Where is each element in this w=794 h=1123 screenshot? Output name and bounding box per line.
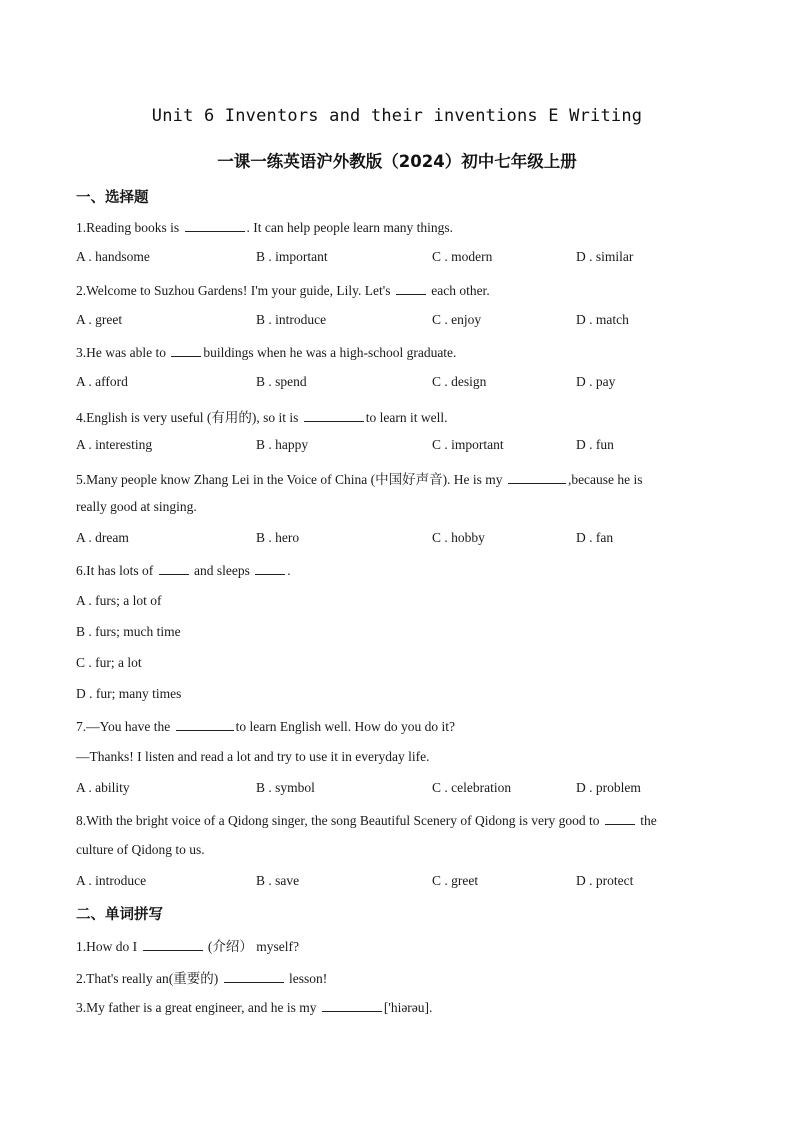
section-heading-spelling: 二、单词拼写	[76, 907, 163, 923]
option-d[interactable]: D . match	[576, 312, 629, 327]
option-d[interactable]: D . fun	[576, 437, 614, 452]
spelling-1	[76, 935, 299, 955]
option-a[interactable]: A . dream	[76, 530, 129, 545]
question-3-options	[76, 374, 716, 392]
option-d[interactable]: D . pay	[576, 374, 616, 389]
option-c[interactable]: C . celebration	[432, 780, 512, 795]
option-b[interactable]: B . furs; much time	[76, 624, 181, 639]
question-8-stem	[76, 811, 657, 829]
question-6-stem	[76, 561, 291, 579]
question-6-text-c: .	[287, 563, 291, 578]
question-5-options	[76, 530, 716, 548]
option-b[interactable]: B . happy	[256, 437, 309, 452]
option-c[interactable]: C . design	[432, 374, 487, 389]
question-3-text-b: buildings when he was a high-school graduate.	[203, 345, 457, 360]
option-b[interactable]: B . important	[256, 249, 328, 264]
question-2-options	[76, 312, 716, 330]
question-8-stem-continued: culture of Qidong to us.	[76, 842, 205, 857]
question-7-options	[76, 780, 716, 798]
question-1-stem	[76, 218, 453, 236]
answer-blank	[176, 717, 234, 731]
question-3-text-a: 3.He was able to	[76, 345, 170, 360]
option-a[interactable]: A . interesting	[76, 437, 153, 452]
answer-blank	[171, 343, 201, 357]
answer-blank	[185, 218, 245, 232]
spelling-2-text-a: 2.That's really an(重要的)	[76, 971, 222, 986]
question-8-text-a: 8.With the bright voice of a Qidong singer, the song Beautiful Scenery of Qidong is very good to	[76, 813, 603, 828]
spelling-1-text-b: (介绍） myself?	[204, 939, 299, 954]
question-4-text-b: to learn it well.	[365, 410, 448, 425]
answer-blank	[159, 561, 189, 575]
answer-blank[interactable]	[143, 937, 203, 951]
option-a[interactable]: A . handsome	[76, 249, 150, 264]
question-1-text-b: . It can help people learn many things.	[246, 220, 454, 235]
option-b[interactable]: B . symbol	[256, 780, 315, 795]
question-5-text-b: ,because he is	[567, 472, 643, 487]
question-2-stem	[76, 281, 490, 299]
spelling-2-text-b: lesson!	[285, 971, 328, 986]
spelling-2	[76, 967, 327, 987]
question-6-text-b: and sleeps	[190, 563, 254, 578]
question-5-stem	[76, 468, 643, 488]
option-c[interactable]: C . fur; a lot	[76, 655, 142, 670]
option-a[interactable]: A . afford	[76, 374, 128, 389]
question-8-text-b: the	[636, 813, 657, 828]
question-4-options	[76, 437, 716, 455]
question-5-stem-continued: really good at singing.	[76, 499, 197, 514]
option-d[interactable]: D . problem	[576, 780, 641, 795]
option-c[interactable]: C . modern	[432, 249, 493, 264]
question-2-text-a: 2.Welcome to Suzhou Gardens! I'm your guide, Lily. Let's	[76, 283, 394, 298]
question-1-options	[76, 249, 716, 267]
answer-blank	[508, 470, 566, 484]
answer-blank	[304, 408, 364, 422]
option-d[interactable]: D . protect	[576, 873, 634, 888]
spelling-1-text-a: 1.How do I	[76, 939, 141, 954]
option-d[interactable]: D . similar	[576, 249, 634, 264]
option-d[interactable]: D . fur; many times	[76, 686, 182, 701]
answer-blank[interactable]	[224, 969, 284, 983]
question-5-text-a: 5.Many people know Zhang Lei in the Voice of China (中国好声音). He is my	[76, 472, 506, 487]
question-7-text-a: 7.—You have the	[76, 719, 174, 734]
question-4-text-a: 4.English is very useful (有用的), so it is	[76, 410, 302, 425]
option-b[interactable]: B . spend	[256, 374, 307, 389]
question-3-stem	[76, 343, 456, 361]
worksheet-subtitle: 一课一练英语沪外教版（2024）初中七年级上册	[217, 152, 577, 171]
option-d[interactable]: D . fan	[576, 530, 614, 545]
question-8-options	[76, 873, 716, 891]
option-a[interactable]: A . greet	[76, 312, 123, 327]
option-a[interactable]: A . furs; a lot of	[76, 593, 162, 608]
option-c[interactable]: C . enjoy	[432, 312, 482, 327]
option-a[interactable]: A . ability	[76, 780, 130, 795]
option-c[interactable]: C . greet	[432, 873, 479, 888]
question-1-text-a: 1.Reading books is	[76, 220, 183, 235]
answer-blank	[605, 811, 635, 825]
question-7-text-b: to learn English well. How do you do it?	[235, 719, 455, 734]
answer-blank[interactable]	[322, 998, 382, 1012]
answer-blank	[396, 281, 426, 295]
option-a[interactable]: A . introduce	[76, 873, 147, 888]
spelling-3-text-b: ['hiərəu].	[383, 1000, 433, 1015]
option-b[interactable]: B . save	[256, 873, 300, 888]
option-c[interactable]: C . important	[432, 437, 504, 452]
spelling-3-text-a: 3.My father is a great engineer, and he is my	[76, 1000, 320, 1015]
option-b[interactable]: B . hero	[256, 530, 300, 545]
section-heading-choice: 一、选择题	[76, 190, 149, 206]
option-c[interactable]: C . hobby	[432, 530, 485, 545]
question-6-text-a: 6.It has lots of	[76, 563, 157, 578]
question-4-stem	[76, 406, 447, 426]
worksheet-title: Unit 6 Inventors and their inventions E Writing	[151, 106, 643, 126]
question-2-text-b: each other.	[427, 283, 490, 298]
option-b[interactable]: B . introduce	[256, 312, 327, 327]
spelling-3	[76, 998, 432, 1016]
answer-blank	[255, 561, 285, 575]
question-7-reply: —Thanks! I listen and read a lot and try to use it in everyday life.	[76, 749, 430, 764]
question-7-stem	[76, 717, 455, 735]
